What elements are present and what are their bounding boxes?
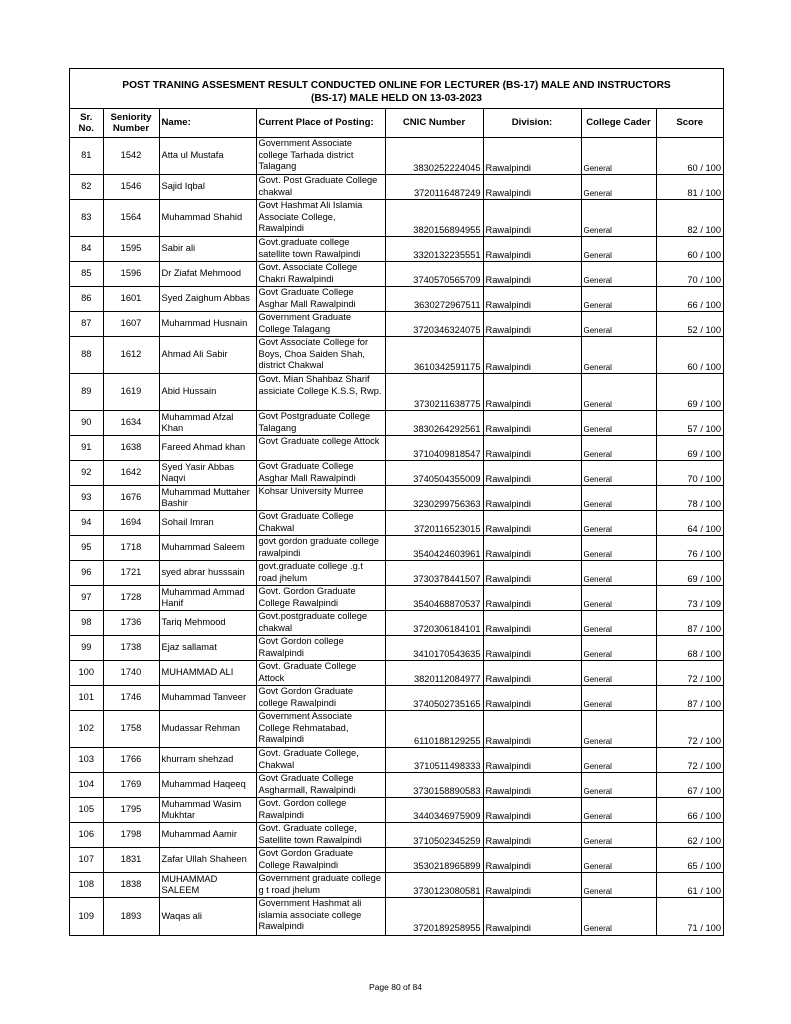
row-cadre: General — [581, 337, 656, 374]
row-name: Ahmad Ali Sabir — [159, 337, 256, 374]
row-seniority: 1542 — [103, 138, 159, 175]
row-seniority: 1728 — [103, 586, 159, 611]
row-sr: 100 — [70, 661, 103, 686]
table-body — [70, 138, 723, 935]
row-seniority: 1766 — [103, 748, 159, 773]
row-cnic: 3610342591175 — [385, 337, 483, 374]
row-place: Govt.graduate college satellite town Rawalpindi — [256, 237, 385, 262]
row-cnic: 3320132235551 — [385, 237, 483, 262]
row-place: Govt Associate College for Boys, Choa Saiden Shah, district Chakwal — [256, 337, 385, 374]
row-cnic: 3730158890583 — [385, 773, 483, 798]
header-score: Score — [656, 109, 723, 138]
row-cnic: 3740502735165 — [385, 686, 483, 711]
row-sr: 85 — [70, 262, 103, 287]
row-sr: 94 — [70, 511, 103, 536]
table-row — [70, 586, 723, 611]
row-place: Government Graduate College Talagang — [256, 312, 385, 337]
row-name: Muhammad Husnain — [159, 312, 256, 337]
row-division: Rawalpindi — [483, 561, 581, 586]
table-row — [70, 138, 723, 175]
row-seniority: 1564 — [103, 200, 159, 237]
row-cnic: 3730123080581 — [385, 873, 483, 898]
row-seniority: 1893 — [103, 898, 159, 935]
row-sr: 96 — [70, 561, 103, 586]
row-cadre: General — [581, 461, 656, 486]
row-division: Rawalpindi — [483, 711, 581, 748]
row-name: Muhammad Afzal Khan — [159, 411, 256, 436]
row-division: Rawalpindi — [483, 873, 581, 898]
row-sr: 92 — [70, 461, 103, 486]
row-seniority: 1831 — [103, 848, 159, 873]
row-seniority: 1595 — [103, 237, 159, 262]
table-row — [70, 287, 723, 312]
row-seniority: 1607 — [103, 312, 159, 337]
row-name: Fareed Ahmad khan — [159, 436, 256, 461]
row-sr: 86 — [70, 287, 103, 312]
row-score: 69 / 100 — [656, 436, 723, 461]
row-cadre: General — [581, 848, 656, 873]
row-seniority: 1718 — [103, 536, 159, 561]
row-cadre: General — [581, 823, 656, 848]
row-score: 69 / 100 — [656, 561, 723, 586]
row-cnic: 3630272967511 — [385, 287, 483, 312]
row-cnic: 3540424603961 — [385, 536, 483, 561]
row-cnic: 6110188129255 — [385, 711, 483, 748]
row-score: 72 / 100 — [656, 748, 723, 773]
row-cadre: General — [581, 436, 656, 461]
row-cadre: General — [581, 374, 656, 411]
row-place: Govt Gordon college Rawalpindi — [256, 636, 385, 661]
row-division: Rawalpindi — [483, 848, 581, 873]
row-division: Rawalpindi — [483, 748, 581, 773]
row-name: syed abrar husssain — [159, 561, 256, 586]
row-cadre: General — [581, 748, 656, 773]
row-cnic: 3730378441507 — [385, 561, 483, 586]
row-sr: 87 — [70, 312, 103, 337]
row-name: Muhammad Muttaher Bashir — [159, 486, 256, 511]
row-cadre: General — [581, 237, 656, 262]
page-footer: Page 80 of 84 — [369, 982, 422, 992]
row-score: 71 / 100 — [656, 898, 723, 935]
row-name: Muhammad Tanveer — [159, 686, 256, 711]
row-place: Govt. Graduate College, Chakwal — [256, 748, 385, 773]
row-cadre: General — [581, 711, 656, 748]
row-place: Govt.postgraduate college chakwal — [256, 611, 385, 636]
row-place: govt.graduate college .g.t road jhelum — [256, 561, 385, 586]
row-place: Govt Gordon Graduate College Rawalpindi — [256, 848, 385, 873]
row-cnic: 3830252224045 — [385, 138, 483, 175]
row-score: 81 / 100 — [656, 175, 723, 200]
row-division: Rawalpindi — [483, 312, 581, 337]
row-place: Government Associate College Rehmatabad, Rawalpindi — [256, 711, 385, 748]
row-seniority: 1838 — [103, 873, 159, 898]
row-division: Rawalpindi — [483, 823, 581, 848]
row-score: 60 / 100 — [656, 138, 723, 175]
row-sr: 108 — [70, 873, 103, 898]
row-score: 70 / 100 — [656, 262, 723, 287]
row-sr: 97 — [70, 586, 103, 611]
row-cnic: 3820112084977 — [385, 661, 483, 686]
row-cnic: 3720116523015 — [385, 511, 483, 536]
row-cadre: General — [581, 611, 656, 636]
row-sr: 88 — [70, 337, 103, 374]
title-line-2: (BS-17) MALE HELD ON 13-03-2023 — [311, 93, 482, 104]
table-row — [70, 873, 723, 898]
row-name: Sajid Iqbal — [159, 175, 256, 200]
row-sr: 109 — [70, 898, 103, 935]
row-name: Sabir ali — [159, 237, 256, 262]
row-place: Govt Graduate College Asgharmall, Rawalpindi — [256, 773, 385, 798]
row-cnic: 3830264292561 — [385, 411, 483, 436]
row-division: Rawalpindi — [483, 611, 581, 636]
row-name: Ejaz sallamat — [159, 636, 256, 661]
row-sr: 95 — [70, 536, 103, 561]
row-name: Dr Ziafat Mehmood — [159, 262, 256, 287]
table-row — [70, 798, 723, 823]
table-row — [70, 461, 723, 486]
row-sr: 91 — [70, 436, 103, 461]
title-line-1: POST TRANING ASSESMENT RESULT CONDUCTED ONLINE FOR LECTURER (BS-17) MALE AND INSTRUCTORS — [122, 80, 671, 91]
row-seniority: 1612 — [103, 337, 159, 374]
row-sr: 99 — [70, 636, 103, 661]
row-seniority: 1642 — [103, 461, 159, 486]
row-cadre: General — [581, 262, 656, 287]
row-cnic: 3740504355009 — [385, 461, 483, 486]
row-division: Rawalpindi — [483, 262, 581, 287]
row-cnic: 3720306184101 — [385, 611, 483, 636]
row-place: govt gordon graduate college rawalpindi — [256, 536, 385, 561]
row-score: 72 / 100 — [656, 711, 723, 748]
row-name: Abid Hussain — [159, 374, 256, 411]
row-cadre: General — [581, 200, 656, 237]
table-row — [70, 636, 723, 661]
row-division: Rawalpindi — [483, 536, 581, 561]
row-cadre: General — [581, 511, 656, 536]
row-seniority: 1746 — [103, 686, 159, 711]
row-sr: 83 — [70, 200, 103, 237]
table-row — [70, 848, 723, 873]
row-score: 72 / 100 — [656, 661, 723, 686]
row-cnic: 3440346975909 — [385, 798, 483, 823]
row-place: Govt Hashmat Ali Islamia Associate College, Rawalpindi — [256, 200, 385, 237]
row-cnic: 3530218965899 — [385, 848, 483, 873]
row-sr: 89 — [70, 374, 103, 411]
row-name: Muhammad Wasim Mukhtar — [159, 798, 256, 823]
row-score: 64 / 100 — [656, 511, 723, 536]
row-seniority: 1638 — [103, 436, 159, 461]
row-division: Rawalpindi — [483, 461, 581, 486]
row-name: MUHAMMAD SALEEM — [159, 873, 256, 898]
row-division: Rawalpindi — [483, 374, 581, 411]
row-score: 57 / 100 — [656, 411, 723, 436]
row-name: Muhammad Haqeeq — [159, 773, 256, 798]
row-seniority: 1758 — [103, 711, 159, 748]
row-score: 60 / 100 — [656, 237, 723, 262]
result-sheet — [69, 68, 724, 936]
row-cadre: General — [581, 898, 656, 935]
row-place: Govt Graduate College Asghar Mall Rawalpindi — [256, 287, 385, 312]
row-cadre: General — [581, 312, 656, 337]
row-place: Government Associate college Tarhada district Talagang — [256, 138, 385, 175]
page-title — [70, 69, 723, 109]
row-cadre: General — [581, 536, 656, 561]
row-name: Mudassar Rehman — [159, 711, 256, 748]
row-sr: 98 — [70, 611, 103, 636]
header-cadre: College Cader — [581, 109, 656, 138]
row-seniority: 1596 — [103, 262, 159, 287]
row-division: Rawalpindi — [483, 773, 581, 798]
row-seniority: 1619 — [103, 374, 159, 411]
row-cnic: 3230299756363 — [385, 486, 483, 511]
row-division: Rawalpindi — [483, 511, 581, 536]
table-row — [70, 511, 723, 536]
row-division: Rawalpindi — [483, 138, 581, 175]
row-cnic: 3720189258955 — [385, 898, 483, 935]
row-sr: 101 — [70, 686, 103, 711]
header-sr: Sr. No. — [70, 109, 103, 138]
row-sr: 102 — [70, 711, 103, 748]
row-division: Rawalpindi — [483, 237, 581, 262]
row-seniority: 1634 — [103, 411, 159, 436]
row-seniority: 1601 — [103, 287, 159, 312]
row-name: Tariq Mehmood — [159, 611, 256, 636]
row-division: Rawalpindi — [483, 586, 581, 611]
row-seniority: 1798 — [103, 823, 159, 848]
row-cnic: 3730211638775 — [385, 374, 483, 411]
row-cadre: General — [581, 287, 656, 312]
table-row — [70, 611, 723, 636]
row-cadre: General — [581, 661, 656, 686]
row-cnic: 3710511498333 — [385, 748, 483, 773]
row-name: Muhammad Shahid — [159, 200, 256, 237]
row-seniority: 1738 — [103, 636, 159, 661]
row-cnic: 3710502345259 — [385, 823, 483, 848]
row-cnic: 3410170543635 — [385, 636, 483, 661]
row-seniority: 1795 — [103, 798, 159, 823]
row-score: 87 / 100 — [656, 611, 723, 636]
table-row — [70, 411, 723, 436]
row-name: Muhammad Aamir — [159, 823, 256, 848]
row-name: Waqas ali — [159, 898, 256, 935]
row-division: Rawalpindi — [483, 686, 581, 711]
table-row — [70, 312, 723, 337]
row-score: 82 / 100 — [656, 200, 723, 237]
table-row — [70, 686, 723, 711]
row-sr: 84 — [70, 237, 103, 262]
row-name: MUHAMMAD ALI — [159, 661, 256, 686]
row-cadre: General — [581, 636, 656, 661]
row-score: 62 / 100 — [656, 823, 723, 848]
row-sr: 82 — [70, 175, 103, 200]
row-seniority: 1694 — [103, 511, 159, 536]
row-name: Syed Zaighum Abbas — [159, 287, 256, 312]
row-name: Syed Yasir Abbas Naqvi — [159, 461, 256, 486]
table-row — [70, 561, 723, 586]
row-sr: 106 — [70, 823, 103, 848]
row-score: 66 / 100 — [656, 798, 723, 823]
row-sr: 81 — [70, 138, 103, 175]
table-row — [70, 436, 723, 461]
row-sr: 93 — [70, 486, 103, 511]
row-cadre: General — [581, 138, 656, 175]
row-place: Govt Gordon Graduate college Rawalpindi — [256, 686, 385, 711]
row-score: 66 / 100 — [656, 287, 723, 312]
row-place: Government graduate college g t road jhelum — [256, 873, 385, 898]
row-score: 70 / 100 — [656, 461, 723, 486]
row-place: Govt. Gordon college Rawalpindi — [256, 798, 385, 823]
row-score: 65 / 100 — [656, 848, 723, 873]
row-division: Rawalpindi — [483, 798, 581, 823]
row-place: Govt Graduate College Chakwal — [256, 511, 385, 536]
row-seniority: 1721 — [103, 561, 159, 586]
row-score: 60 / 100 — [656, 337, 723, 374]
row-place: Govt Graduate College Asghar Mall Rawalpindi — [256, 461, 385, 486]
row-division: Rawalpindi — [483, 411, 581, 436]
table-row — [70, 748, 723, 773]
row-place: Kohsar University Murree — [256, 486, 385, 511]
row-place: Govt. Mian Shahbaz Sharif assiciate College K.S.S, Rwp. — [256, 374, 385, 411]
table-header-row — [70, 109, 723, 138]
row-division: Rawalpindi — [483, 175, 581, 200]
row-cadre: General — [581, 561, 656, 586]
row-seniority: 1676 — [103, 486, 159, 511]
row-place: Government Hashmat ali islamia associate college Rawalpindi — [256, 898, 385, 935]
row-seniority: 1546 — [103, 175, 159, 200]
row-place: Govt. Graduate College Attock — [256, 661, 385, 686]
row-score: 61 / 100 — [656, 873, 723, 898]
row-name: Atta ul Mustafa — [159, 138, 256, 175]
row-division: Rawalpindi — [483, 636, 581, 661]
row-score: 76 / 100 — [656, 536, 723, 561]
row-score: 68 / 100 — [656, 636, 723, 661]
table-row — [70, 898, 723, 935]
row-seniority: 1740 — [103, 661, 159, 686]
row-cadre: General — [581, 773, 656, 798]
row-cnic: 3720116487249 — [385, 175, 483, 200]
row-division: Rawalpindi — [483, 287, 581, 312]
header-cnic: CNIC Number — [385, 109, 483, 138]
row-division: Rawalpindi — [483, 898, 581, 935]
row-score: 73 / 109 — [656, 586, 723, 611]
row-cnic: 3740570565709 — [385, 262, 483, 287]
row-place: Govt. Post Graduate College chakwal — [256, 175, 385, 200]
table-row — [70, 823, 723, 848]
row-cnic: 3820156894955 — [385, 200, 483, 237]
table-row — [70, 175, 723, 200]
table-row — [70, 486, 723, 511]
row-place: Govt. Gordon Graduate College Rawalpindi — [256, 586, 385, 611]
header-seniority: Seniority Number — [103, 109, 159, 138]
row-name: khurram shehzad — [159, 748, 256, 773]
row-cnic: 3720346324075 — [385, 312, 483, 337]
header-division: Division: — [483, 109, 581, 138]
row-seniority: 1736 — [103, 611, 159, 636]
row-seniority: 1769 — [103, 773, 159, 798]
row-division: Rawalpindi — [483, 661, 581, 686]
header-name: Name: — [159, 109, 256, 138]
row-name: Sohail Imran — [159, 511, 256, 536]
table-row — [70, 711, 723, 748]
row-name: Muhammad Saleem — [159, 536, 256, 561]
row-cadre: General — [581, 686, 656, 711]
row-name: Muhammad Ammad Hanif — [159, 586, 256, 611]
table-row — [70, 262, 723, 287]
table-row — [70, 337, 723, 374]
row-sr: 90 — [70, 411, 103, 436]
row-division: Rawalpindi — [483, 200, 581, 237]
table-row — [70, 374, 723, 411]
row-cadre: General — [581, 873, 656, 898]
row-place: Govt Postgraduate College Talagang — [256, 411, 385, 436]
row-sr: 103 — [70, 748, 103, 773]
header-place: Current Place of Posting: — [256, 109, 385, 138]
row-cadre: General — [581, 798, 656, 823]
row-division: Rawalpindi — [483, 486, 581, 511]
row-name: Zafar Ullah Shaheen — [159, 848, 256, 873]
row-cadre: General — [581, 175, 656, 200]
row-place: Govt. Associate College Chakri Rawalpindi — [256, 262, 385, 287]
row-cadre: General — [581, 411, 656, 436]
results-table — [70, 109, 723, 935]
row-sr: 107 — [70, 848, 103, 873]
row-cnic: 3710409818547 — [385, 436, 483, 461]
row-cadre: General — [581, 586, 656, 611]
row-sr: 105 — [70, 798, 103, 823]
table-row — [70, 237, 723, 262]
row-cnic: 3540468870537 — [385, 586, 483, 611]
table-row — [70, 536, 723, 561]
row-division: Rawalpindi — [483, 436, 581, 461]
row-score: 52 / 100 — [656, 312, 723, 337]
table-row — [70, 200, 723, 237]
row-place: Govt. Graduate college, Satellite town Rawalpindi — [256, 823, 385, 848]
row-score: 78 / 100 — [656, 486, 723, 511]
row-score: 67 / 100 — [656, 773, 723, 798]
row-sr: 104 — [70, 773, 103, 798]
row-place: Govt Graduate college Attock — [256, 436, 385, 461]
table-row — [70, 773, 723, 798]
table-row — [70, 661, 723, 686]
row-division: Rawalpindi — [483, 337, 581, 374]
row-score: 87 / 100 — [656, 686, 723, 711]
row-score: 69 / 100 — [656, 374, 723, 411]
row-cadre: General — [581, 486, 656, 511]
